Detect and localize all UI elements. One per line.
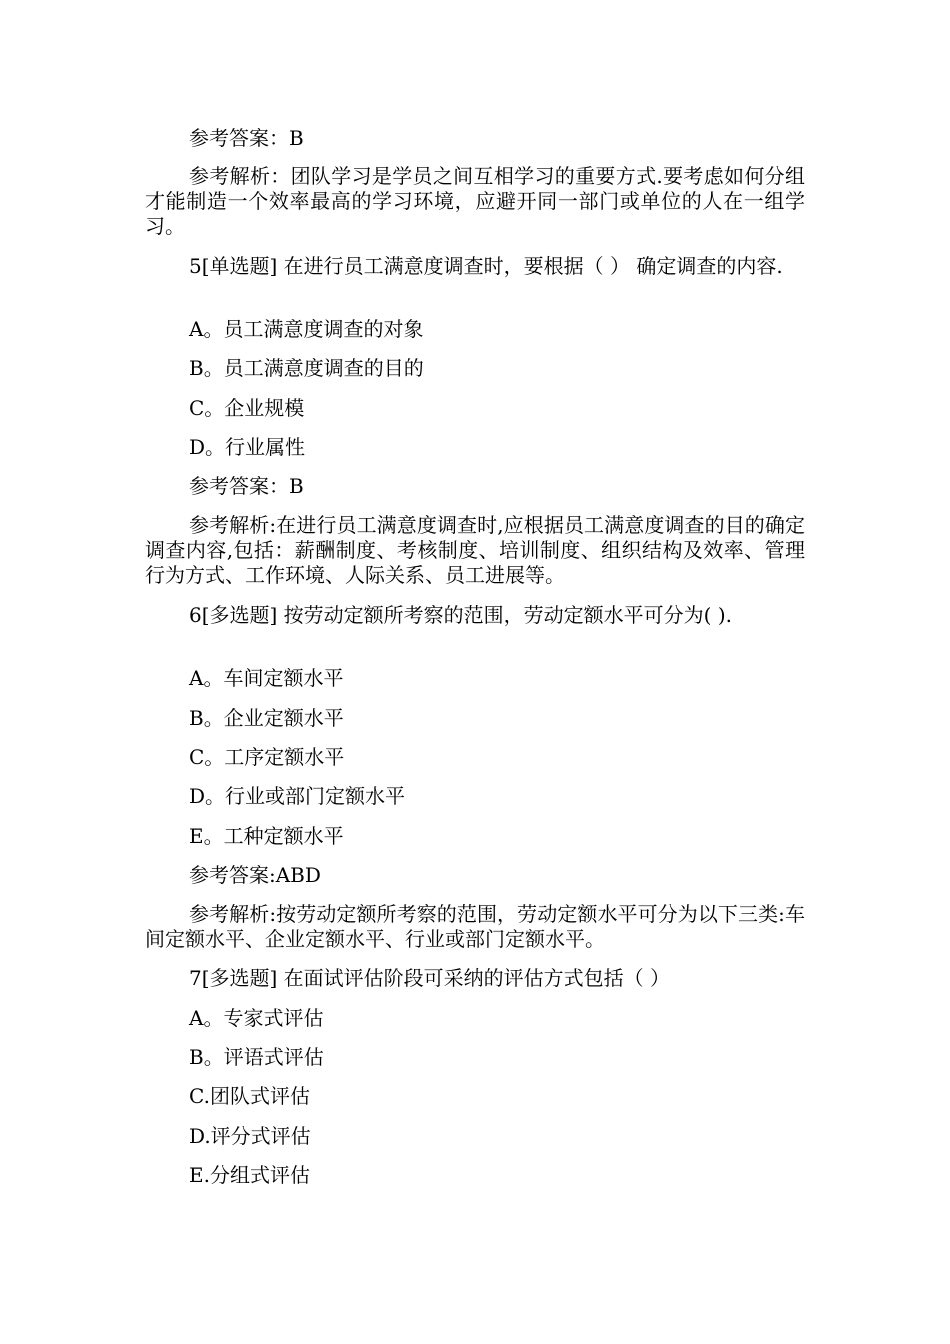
option-line: B。评语式评估 [189, 1045, 324, 1069]
option-line: B。企业定额水平 [189, 706, 344, 730]
option-line: A。专家式评估 [189, 1006, 324, 1030]
answer-line: 参考答案：B [189, 474, 304, 498]
answer-line: 参考答案：B [189, 126, 304, 150]
question-stem: 6[多选题] 按劳动定额所考察的范围，劳动定额水平可分为( ). [189, 603, 733, 627]
question-stem: 7[多选题] 在面试评估阶段可采纳的评估方式包括（ ） [189, 966, 671, 990]
option-line: D。行业属性 [189, 435, 306, 459]
option-line: E.分组式评估 [189, 1163, 310, 1187]
option-line: D.评分式评估 [189, 1124, 311, 1148]
option-line: E。工种定额水平 [189, 824, 344, 848]
explanation-paragraph: 参考解析:按劳动定额所考察的范围，劳动定额水平可分为以下三类:车间定额水平、企业定额水平、行业或部门定额水平。 [145, 902, 805, 951]
option-line: A。车间定额水平 [189, 666, 344, 690]
option-line: B。员工满意度调查的目的 [189, 356, 424, 380]
question-stem: 5[单选题] 在进行员工满意度调查时，要根据（ ） 确定调查的内容. [189, 254, 783, 278]
answer-line: 参考答案:ABD [189, 863, 321, 887]
option-line: C。工序定额水平 [189, 745, 345, 769]
explanation-paragraph: 参考解析:在进行员工满意度调查时,应根据员工满意度调查的目的确定调查内容,包括：薪酬制度、考核制度、培训制度、组织结构及效率、管理行为方式、工作环境、人际关系、员工进展等。 [145, 513, 805, 587]
option-line: A。员工满意度调查的对象 [189, 317, 424, 341]
option-line: D。行业或部门定额水平 [189, 784, 406, 808]
explanation-paragraph: 参考解析：团队学习是学员之间互相学习的重要方式.要考虑如何分组才能制造一个效率最高的学习环境，应避开同一部门或单位的人在一组学习。 [145, 164, 805, 238]
option-line: C。企业规模 [189, 396, 305, 420]
option-line: C.团队式评估 [189, 1084, 310, 1108]
